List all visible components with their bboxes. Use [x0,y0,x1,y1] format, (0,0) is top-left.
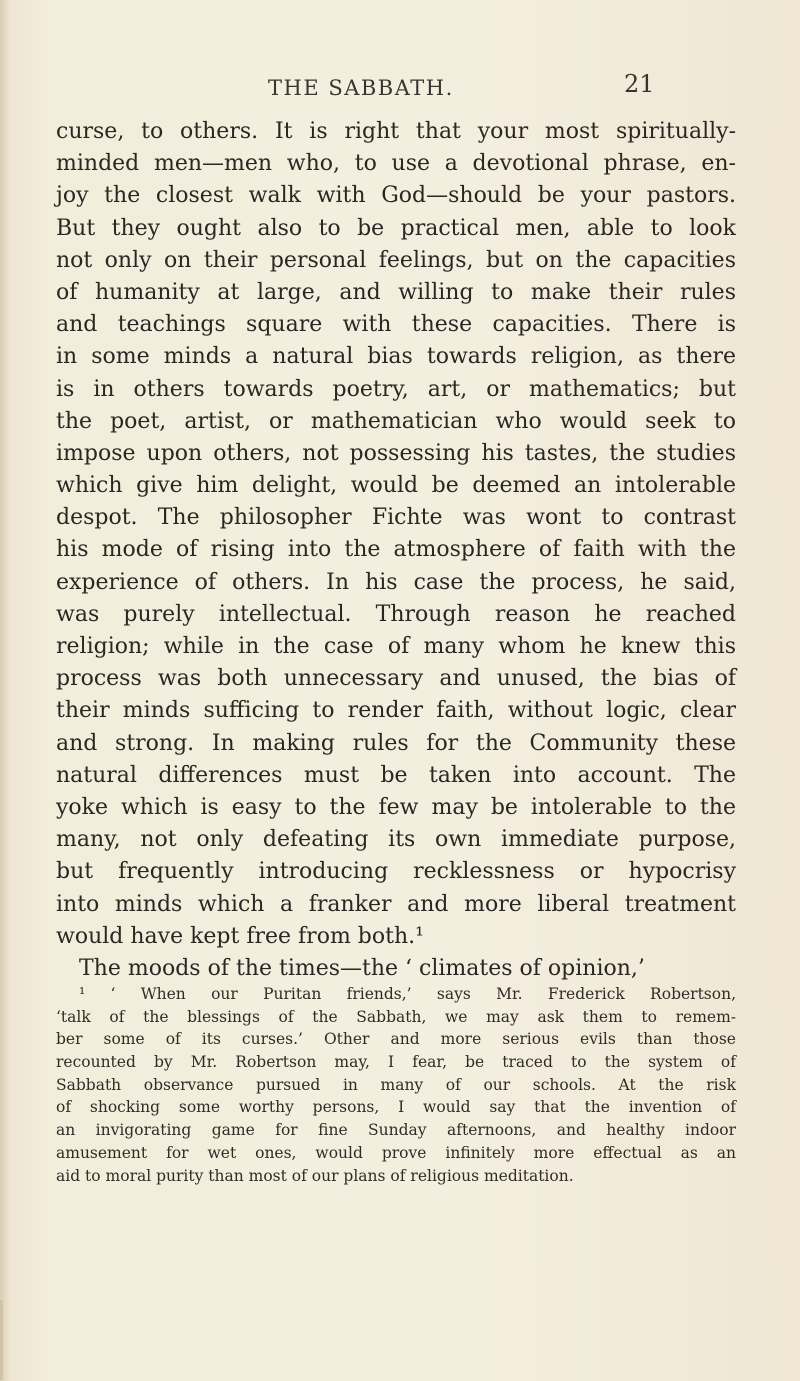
body-line: of humanity at large, and willing to make their rules [56,279,736,305]
page-gutter-shadow [0,0,10,1381]
footnote-line: aid to moral purity than most of our plans of religious meditation. [56,1166,574,1185]
footnote-line: recounted by Mr. Robertson may, I fear, be traced to the system of [56,1053,736,1072]
body-line: which give him delight, would be deemed an intolerable [56,473,736,499]
body-line: religion; while in the case of many whom he knew this [56,634,736,659]
body-line: natural differences must be taken into account. The [56,762,736,788]
body-line: his mode of rising into the atmosphere of faith with the [56,537,736,563]
footnote-line: of shocking some worthy persons, I would say that the invention of [56,1098,736,1117]
body-line: But they ought also to be practical men, able to look [56,215,736,241]
body-line: but frequently introducing recklessness or hypocrisy [56,859,736,885]
footnote-line: amusement for wet ones, would prove infinitely more effectual as an [56,1143,736,1162]
body-text [56,116,736,985]
body-line: experience of others. In his case the process, he said, [56,569,736,595]
body-line: the poet, artist, or mathematician who would seek to [56,408,736,434]
body-line: into minds which a franker and more liberal treatment [56,891,736,917]
body-line: joy the closest walk with God—should be your pastors. [56,183,736,209]
page-number: 21 [624,70,655,98]
body-line: is in others towards poetry, art, or mathematics; but [56,376,736,402]
footnote-line: ¹ ‘ When our Puritan friends,’ says Mr. Frederick Robertson, [79,985,736,1003]
body-line: and strong. In making rules for the Community these [56,730,736,756]
body-line: despot. The philosopher Fichte was wont to contrast [56,505,736,531]
body-line: many, not only defeating its own immediate purpose, [56,827,736,853]
body-line: impose upon others, not possessing his tastes, the studies [56,440,736,466]
footnote-line: Sabbath observance pursued in many of our schools. At the risk [56,1075,736,1094]
footnote-line: ‘talk of the blessings of the Sabbath, we may ask them to remem- [56,1007,736,1026]
body-line: was purely intellectual. Through reason he reached [56,601,736,627]
page-edge-mark [0,1300,3,1380]
body-line: not only on their personal feelings, but on the capacities [56,247,736,273]
footnote-line: ber some of its curses.’ Other and more serious evils than those [56,1030,736,1049]
body-line: The moods of the times—the ‘ climates of opinion,’ [79,955,645,981]
body-line: minded men—men who, to use a devotional phrase, en- [56,151,736,177]
body-line: and teachings square with these capacities. There is [56,312,736,338]
footnote-line: an invigorating game for fine Sunday afternoons, and healthy indoor [56,1121,736,1140]
footnotes [56,983,736,1187]
body-line: would have kept free from both.¹ [56,923,424,949]
body-line: in some minds a natural bias towards religion, as there [56,344,736,370]
body-line: process was both unnecessary and unused, the bias of [56,666,736,692]
running-title: THE SABBATH. [268,76,454,100]
running-head [0,70,800,106]
body-line: their minds sufficing to render faith, without logic, clear [56,698,736,724]
body-line: yoke which is easy to the few may be intolerable to the [56,794,736,820]
body-line: curse, to others. It is right that your most spiritually- [56,119,736,144]
